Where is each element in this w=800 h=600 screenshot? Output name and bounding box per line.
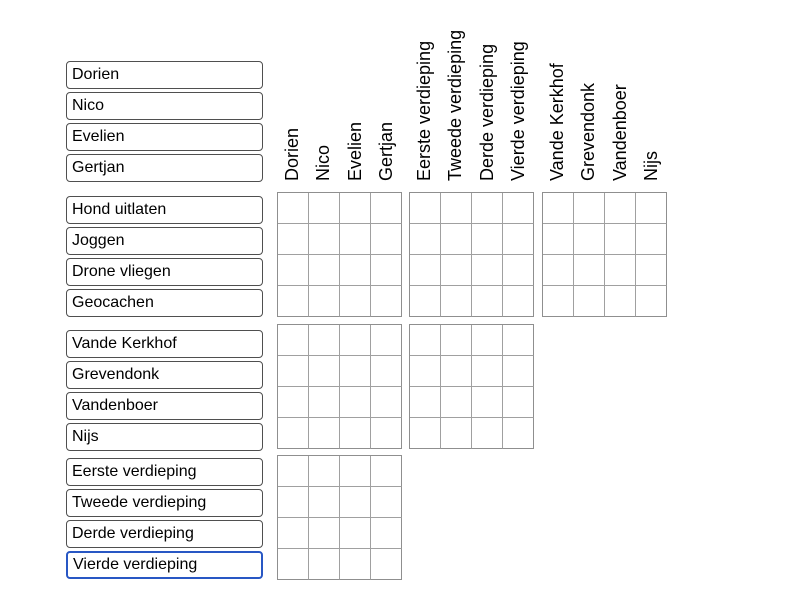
column-header: Nijs xyxy=(640,151,661,181)
grid-cell[interactable] xyxy=(636,255,667,286)
grid-cell[interactable] xyxy=(441,356,472,387)
row-label-input-surnames-0[interactable] xyxy=(66,330,263,358)
grid-cell[interactable] xyxy=(371,356,402,387)
grid-cell[interactable] xyxy=(410,418,441,449)
grid-cell[interactable] xyxy=(371,549,402,580)
grid-cell[interactable] xyxy=(441,387,472,418)
row-label-input-surnames-2[interactable] xyxy=(66,392,263,420)
grid-cell[interactable] xyxy=(278,549,309,580)
grid-cell[interactable] xyxy=(371,224,402,255)
column-header: Derde verdieping xyxy=(476,43,497,181)
grid-cell[interactable] xyxy=(605,286,636,317)
row-label-input-names-3[interactable] xyxy=(66,154,263,182)
grid-cell[interactable] xyxy=(371,418,402,449)
grid-cell[interactable] xyxy=(441,286,472,317)
grid-cell[interactable] xyxy=(410,255,441,286)
grid-cell[interactable] xyxy=(340,356,371,387)
column-header: Eerste verdieping xyxy=(414,40,434,181)
grid-cell[interactable] xyxy=(574,193,605,224)
row-label-input-surnames-1[interactable] xyxy=(66,361,263,389)
grid-cell[interactable] xyxy=(472,387,503,418)
grid-cell[interactable] xyxy=(543,286,574,317)
column-header-group-floors xyxy=(409,6,534,181)
row-label-input-activities-2[interactable] xyxy=(66,258,263,286)
grid-cell[interactable] xyxy=(441,325,472,356)
grid-cell[interactable] xyxy=(543,224,574,255)
grid-cell[interactable] xyxy=(441,255,472,286)
grid-cell[interactable] xyxy=(278,518,309,549)
grid-cell[interactable] xyxy=(309,286,340,317)
grid-block-activities-x-names xyxy=(277,192,402,317)
column-header: Grevendonk xyxy=(578,82,599,181)
row-label-input-floors-1[interactable] xyxy=(66,489,263,517)
grid-cell[interactable] xyxy=(371,286,402,317)
column-header: Gertjan xyxy=(375,121,396,181)
grid-cell[interactable] xyxy=(309,387,340,418)
row-label-input-activities-1[interactable] xyxy=(66,227,263,255)
grid-cell[interactable] xyxy=(503,418,534,449)
grid-cell[interactable] xyxy=(371,518,402,549)
grid-cell[interactable] xyxy=(441,193,472,224)
grid-cell[interactable] xyxy=(340,518,371,549)
grid-cell[interactable] xyxy=(340,255,371,286)
grid-cell[interactable] xyxy=(472,224,503,255)
row-label-input-floors-0[interactable] xyxy=(66,458,263,486)
grid-cell[interactable] xyxy=(472,356,503,387)
row-label-input-names-1[interactable] xyxy=(66,92,263,120)
grid-cell[interactable] xyxy=(574,255,605,286)
grid-cell[interactable] xyxy=(309,255,340,286)
row-label-input-names-0[interactable] xyxy=(66,61,263,89)
row-label-input-surnames-3[interactable] xyxy=(66,423,263,451)
grid-cell[interactable] xyxy=(340,549,371,580)
grid-cell[interactable] xyxy=(503,224,534,255)
grid-cell[interactable] xyxy=(636,286,667,317)
grid-cell[interactable] xyxy=(503,325,534,356)
grid-cell[interactable] xyxy=(278,255,309,286)
grid-cell[interactable] xyxy=(371,387,402,418)
grid-cell[interactable] xyxy=(543,193,574,224)
grid-cell[interactable] xyxy=(278,387,309,418)
grid-cell[interactable] xyxy=(371,255,402,286)
grid-cell[interactable] xyxy=(574,224,605,255)
column-header: Vande Kerkhof xyxy=(547,63,567,181)
grid-cell[interactable] xyxy=(309,456,340,487)
column-header-group-names xyxy=(277,6,402,181)
grid-cell[interactable] xyxy=(309,224,340,255)
grid-cell[interactable] xyxy=(371,193,402,224)
grid-cell[interactable] xyxy=(371,487,402,518)
grid-cell[interactable] xyxy=(472,418,503,449)
grid-cell[interactable] xyxy=(371,325,402,356)
grid-cell[interactable] xyxy=(340,325,371,356)
row-label-input-activities-3[interactable] xyxy=(66,289,263,317)
grid-cell[interactable] xyxy=(503,255,534,286)
column-header-group-surnames xyxy=(542,6,667,181)
grid-cell[interactable] xyxy=(309,518,340,549)
grid-block-surnames-x-floors xyxy=(409,324,534,449)
grid-block-floors-x-names xyxy=(277,455,402,580)
grid-cell[interactable] xyxy=(503,356,534,387)
grid-cell[interactable] xyxy=(278,325,309,356)
grid-block-surnames-x-names xyxy=(277,324,402,449)
column-header: Dorien xyxy=(282,127,302,181)
grid-block-activities-x-floors xyxy=(409,192,534,317)
grid-cell[interactable] xyxy=(605,255,636,286)
row-label-input-floors-3[interactable] xyxy=(66,551,263,579)
grid-cell[interactable] xyxy=(410,286,441,317)
grid-cell[interactable] xyxy=(309,418,340,449)
grid-cell[interactable] xyxy=(278,356,309,387)
grid-cell[interactable] xyxy=(441,418,472,449)
grid-cell[interactable] xyxy=(278,456,309,487)
grid-cell[interactable] xyxy=(410,325,441,356)
grid-cell[interactable] xyxy=(472,325,503,356)
grid-cell[interactable] xyxy=(410,387,441,418)
grid-block-activities-x-surnames xyxy=(542,192,667,317)
grid-cell[interactable] xyxy=(410,193,441,224)
grid-cell[interactable] xyxy=(605,193,636,224)
grid-cell[interactable] xyxy=(410,224,441,255)
column-header: Tweede verdieping xyxy=(445,29,466,181)
grid-cell[interactable] xyxy=(371,456,402,487)
column-header: Vandenboer xyxy=(609,84,630,181)
grid-cell[interactable] xyxy=(636,193,667,224)
column-header: Vierde verdieping xyxy=(507,41,528,181)
grid-cell[interactable] xyxy=(340,418,371,449)
row-label-input-names-2[interactable] xyxy=(66,123,263,151)
column-header: Nico xyxy=(313,144,334,181)
grid-cell[interactable] xyxy=(278,193,309,224)
row-label-input-activities-0[interactable] xyxy=(66,196,263,224)
grid-cell[interactable] xyxy=(278,487,309,518)
grid-cell[interactable] xyxy=(574,286,605,317)
grid-cell[interactable] xyxy=(636,224,667,255)
grid-cell[interactable] xyxy=(278,418,309,449)
row-label-input-floors-2[interactable] xyxy=(66,520,263,548)
grid-cell[interactable] xyxy=(340,387,371,418)
grid-cell[interactable] xyxy=(441,224,472,255)
grid-cell[interactable] xyxy=(472,193,503,224)
grid-cell[interactable] xyxy=(309,549,340,580)
grid-cell[interactable] xyxy=(340,193,371,224)
grid-cell[interactable] xyxy=(410,356,441,387)
grid-cell[interactable] xyxy=(309,325,340,356)
grid-cell[interactable] xyxy=(340,456,371,487)
grid-cell[interactable] xyxy=(503,286,534,317)
grid-cell[interactable] xyxy=(309,356,340,387)
grid-cell[interactable] xyxy=(340,224,371,255)
grid-cell[interactable] xyxy=(472,255,503,286)
grid-cell[interactable] xyxy=(309,193,340,224)
column-header: Evelien xyxy=(344,121,365,181)
grid-cell[interactable] xyxy=(605,224,636,255)
grid-cell[interactable] xyxy=(543,255,574,286)
grid-cell[interactable] xyxy=(503,387,534,418)
grid-cell[interactable] xyxy=(278,286,309,317)
grid-cell[interactable] xyxy=(309,487,340,518)
grid-cell[interactable] xyxy=(278,224,309,255)
grid-cell[interactable] xyxy=(472,286,503,317)
grid-cell[interactable] xyxy=(340,487,371,518)
grid-cell[interactable] xyxy=(503,193,534,224)
grid-cell[interactable] xyxy=(340,286,371,317)
